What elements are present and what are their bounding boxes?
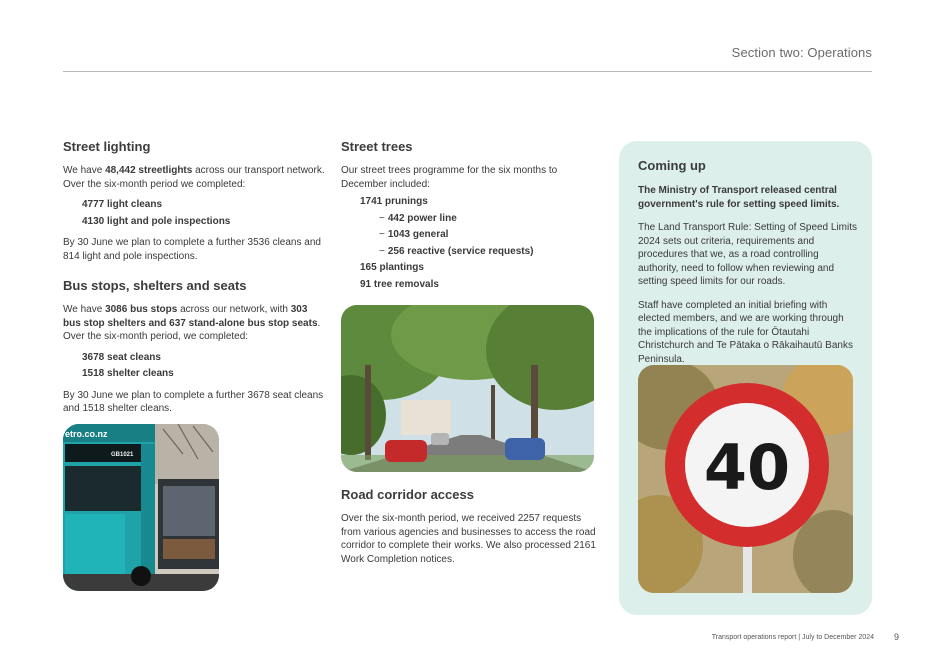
page-number: 9 <box>893 632 899 642</box>
section-header: Section two: Operations <box>731 45 872 60</box>
bus-stops-heading: Bus stops, shelters and seats <box>63 278 247 293</box>
road-corridor-body: Over the six-month period, we received 2257 requests from various agencies and businesses to access the road corridor to complete their works. We also processed 2161 Work Completion notices. <box>341 513 596 565</box>
streetlights-count: 48,442 streetlights <box>105 165 193 176</box>
list-item: 4777 light cleans <box>82 199 163 210</box>
sub-item-label: 1043 general <box>387 229 449 240</box>
bus-number-text: GB1021 <box>111 452 134 458</box>
list-item: 1741 prunings <box>360 196 428 207</box>
list-item: 91 tree removals <box>360 278 439 290</box>
bus-intro-a: We have <box>63 304 106 315</box>
bus-brand-text: etro.co.nz <box>65 429 108 439</box>
sub-item-label: 442 power line <box>387 212 457 224</box>
dash-marker: − <box>379 245 385 257</box>
column-left <box>63 138 325 423</box>
street-lighting-heading: Street lighting <box>63 139 151 154</box>
bus-photo <box>63 424 219 591</box>
bus-intro-c: across our network, with <box>177 304 291 315</box>
list-item: 3678 seat cleans <box>82 351 161 363</box>
list-item <box>379 228 596 242</box>
sub-item-label: 256 reactive (service requests) <box>387 245 534 257</box>
bus-illustration <box>63 424 219 591</box>
trees-illustration <box>341 305 594 472</box>
street-trees-photo <box>341 305 594 472</box>
speed-sign-photo <box>638 365 853 593</box>
street-lighting-intro-a: We have <box>63 165 106 176</box>
street-trees-intro: Our street trees programme for the six months to December included: <box>341 165 558 190</box>
bus-intro-e: . Over the six-month period, we completed: <box>63 317 321 342</box>
column-middle <box>341 138 596 294</box>
footer-report: Transport operations report | July to December 2024 <box>711 634 874 641</box>
dash-marker: − <box>379 212 385 224</box>
list-item: 165 plantings <box>360 262 424 273</box>
street-lighting-intro-c: across our transport network. Over the six-month period we completed: <box>63 165 325 190</box>
street-lighting-intro <box>63 164 325 191</box>
dash-marker: − <box>379 229 385 240</box>
list-item <box>379 245 596 259</box>
coming-up-lead: The Ministry of Transport released central government's rule for setting speed limits. <box>638 185 840 210</box>
shelters-seats-count: 303 bus stop shelters and 637 stand-alone bus stop seats <box>63 304 318 329</box>
list-item <box>379 212 596 226</box>
coming-up-para-1: The Land Transport Rule: Setting of Speed Limits 2024 sets out criteria, requirements and procedures that we, as a road controlling authority, need to follow when reviewing and setting speed limits for our roads. <box>638 222 858 287</box>
coming-up-para-2: Staff have completed an initial briefing with elected members, and we are working through the implications of the rule for Ōtautahi Christchurch and Te Pātaka o Rākaihautū Banks Peninsula. <box>638 299 853 365</box>
bus-stops-plan: By 30 June we plan to complete a further 3678 seat cleans and 1518 shelter cleans. <box>63 389 324 414</box>
list-item: 4130 light and pole inspections <box>82 215 231 227</box>
bus-stops-count: 3086 bus stops <box>105 304 178 315</box>
speed-sign-illustration <box>638 365 853 593</box>
list-item: 1518 shelter cleans <box>82 368 174 379</box>
coming-up-content <box>638 157 860 373</box>
header-divider <box>63 71 872 72</box>
coming-up-heading: Coming up <box>638 158 706 173</box>
speed-sign-value: 40 <box>703 431 791 504</box>
road-corridor-heading: Road corridor access <box>341 487 474 502</box>
street-trees-heading: Street trees <box>341 139 413 154</box>
road-corridor-section <box>341 486 596 573</box>
street-lighting-plan: By 30 June we plan to complete a further 3536 cleans and 814 light and pole inspections. <box>63 237 321 262</box>
bus-stops-intro <box>63 303 325 344</box>
